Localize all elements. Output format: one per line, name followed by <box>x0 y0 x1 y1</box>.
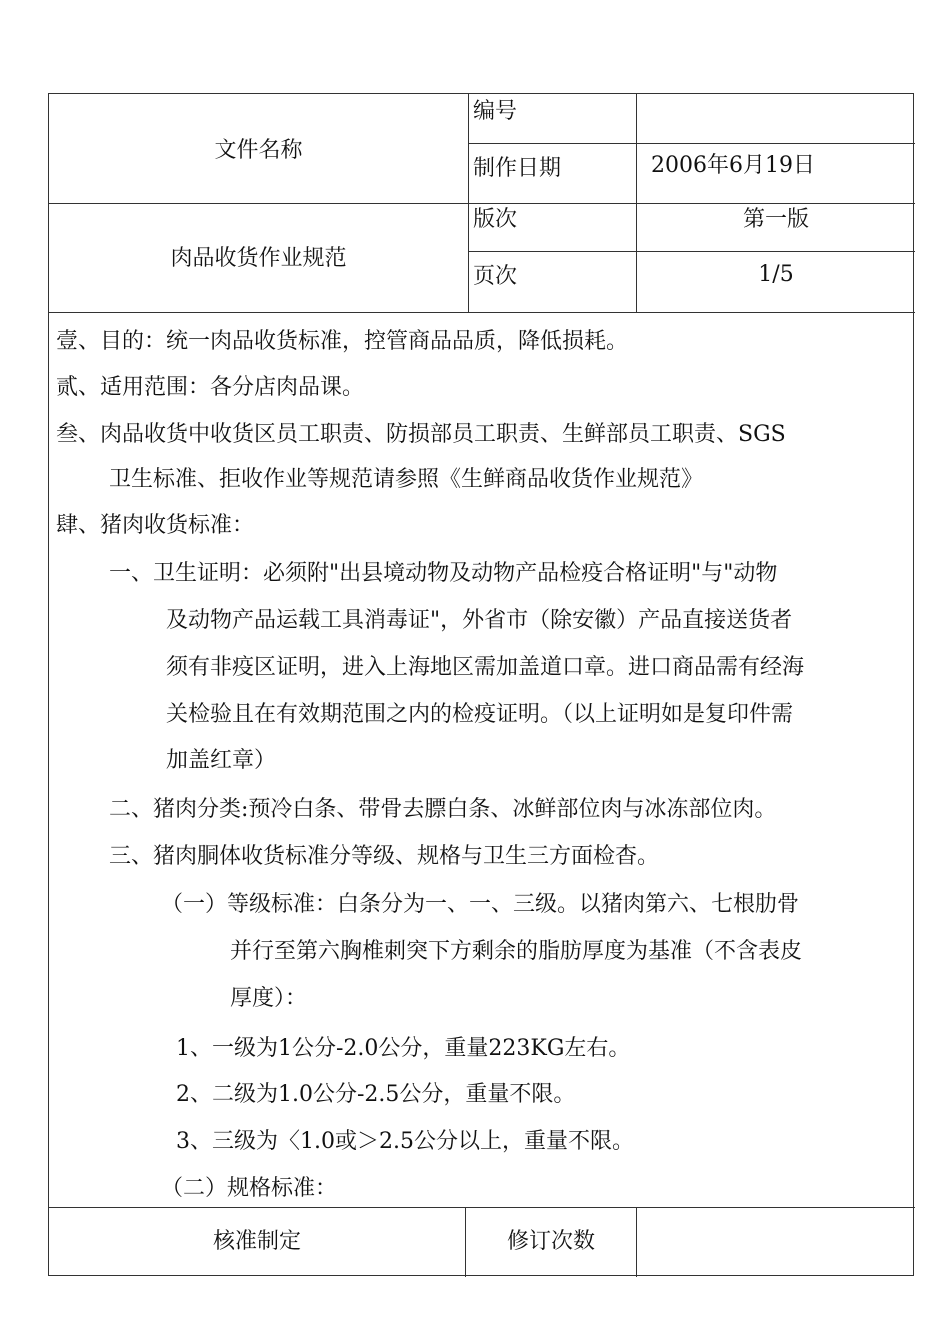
item-hygiene-cert-cont4: 加盖红章） <box>166 748 277 773</box>
subitem-grade-standard-cont2: 厚度）： <box>230 986 308 1011</box>
item-hygiene-cert-cont1: 及动物产品运载工具消毒证"，外省市（除安徽）产品直接送货者 <box>166 608 793 633</box>
item-hygiene-cert-cont2: 须有非疫区证明，进入上海地区需加盖道口章。进口商品需有经海 <box>166 655 805 680</box>
rule-number-date <box>469 143 915 144</box>
subitem-spec-standard: （二）规格标准： <box>161 1176 338 1201</box>
section-pork-standard: 肆、猪肉收货标准： <box>56 513 255 538</box>
approve-label: 核准制定 <box>212 1229 301 1254</box>
section-reference-cont: 卫生标准、拒收作业等规范请参照《生鲜商品收货作业规范》 <box>109 467 704 492</box>
rule-header-col1 <box>468 94 469 312</box>
grade-two: 2、二级为1.0公分-2.5公分，重量不限。 <box>176 1082 576 1107</box>
date-label: 制作日期 <box>473 156 562 181</box>
edition-label: 版次 <box>473 207 518 232</box>
section-reference: 叁、肉品收货中收货区员工职责、防损部员工职责、生鲜部员工职责、SGS <box>56 422 786 447</box>
rule-header-bottom <box>49 312 915 313</box>
item-pork-classification: 二、猪肉分类:预冷白条、带骨去膘白条、冰鲜部位肉与冰冻部位肉。 <box>109 797 777 822</box>
rule-footer-top <box>49 1207 915 1208</box>
edition-value: 第一版 <box>742 207 809 232</box>
rule-edition-page <box>469 251 915 252</box>
item-hygiene-cert: 一、卫生证明：必须附"出县境动物及动物产品检疫合格证明"与"动物 <box>109 561 778 586</box>
number-label: 编号 <box>473 99 518 124</box>
subitem-grade-standard-cont1: 并行至第六胸椎刺突下方剩余的脂肪厚度为基准（不含表皮 <box>230 939 803 964</box>
date-value: 2006年6月19日 <box>651 153 815 178</box>
rule-footer-col2 <box>636 1207 637 1277</box>
section-scope: 贰、适用范围：各分店肉品课。 <box>56 375 365 400</box>
item-hygiene-cert-cont3: 关检验且在有效期范围之内的检疫证明。（以上证明如是复印件需 <box>166 702 794 727</box>
page-label: 页次 <box>473 264 518 289</box>
subitem-grade-standard: （一）等级标准：白条分为一、一、三级。以猪肉第六、七根肋骨 <box>161 892 800 917</box>
grade-three: 3、三级为〈1.0或＞2.5公分以上，重量不限。 <box>176 1129 634 1154</box>
item-carcass-standard: 三、猪肉胴体收货标准分等级、规格与卫生三方面检杳。 <box>109 844 660 869</box>
revision-label: 修订次数 <box>506 1229 595 1254</box>
document-sheet <box>48 93 914 1276</box>
doc-title: 肉品收货作业规范 <box>170 246 347 271</box>
rule-header-mid <box>49 203 915 204</box>
doc-name-label: 文件名称 <box>214 138 303 163</box>
section-purpose: 壹、目的：统一肉品收货标准，控管商品品质，降低损耗。 <box>56 329 629 354</box>
page-value: 1/5 <box>758 262 794 287</box>
grade-one: 1、一级为1公分-2.0公分，重量223KG左右。 <box>176 1036 631 1061</box>
